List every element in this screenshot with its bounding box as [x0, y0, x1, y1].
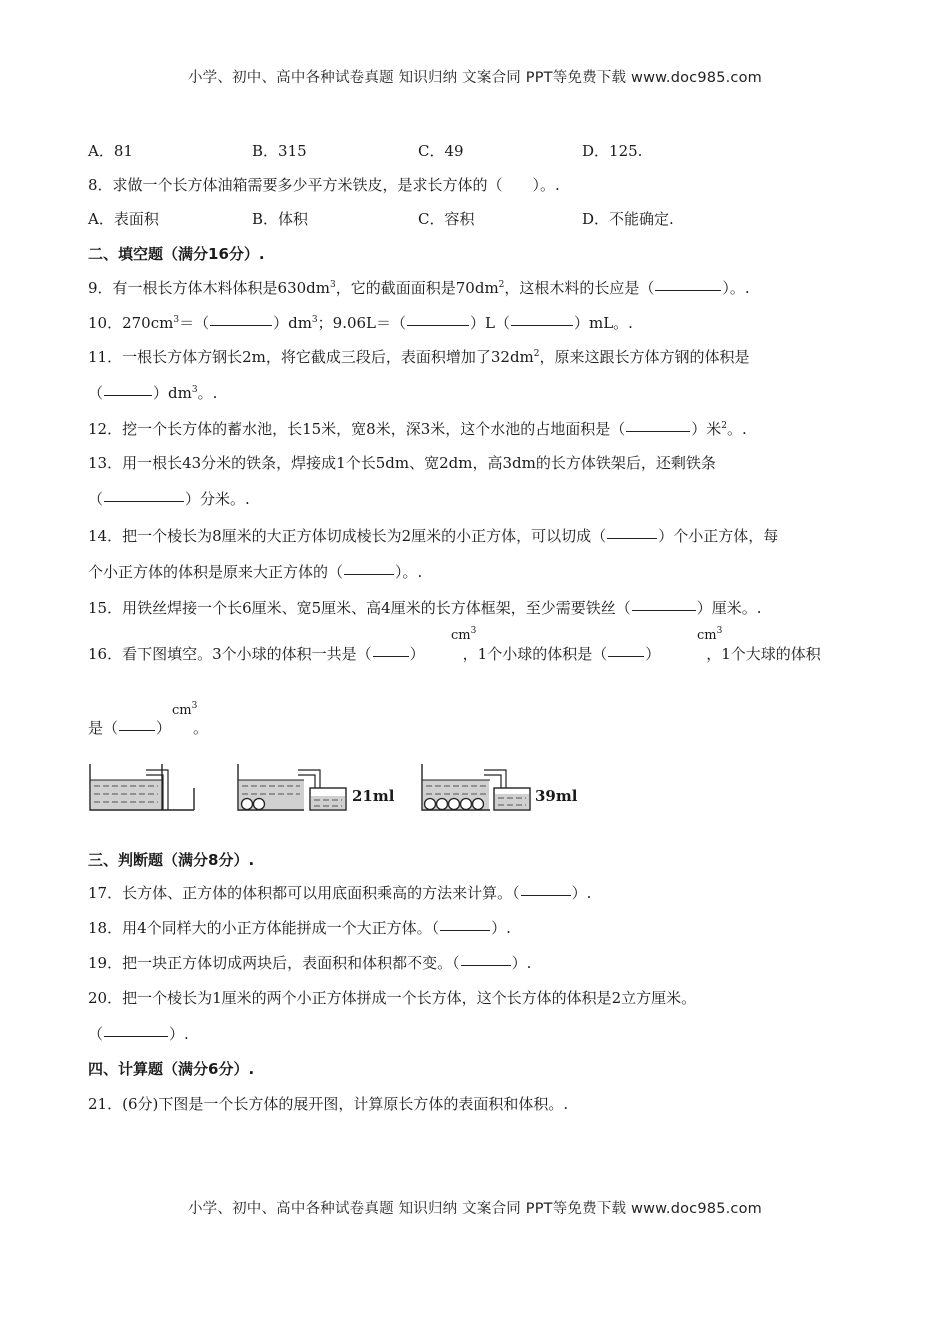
q16-question-cont: 是（ ） 。: [88, 719, 209, 737]
q10-blank-2[interactable]: [407, 315, 469, 326]
q17-question: 17．长方体、正方体的体积都可以用底面积乘高的方法来计算。（ ）.: [88, 884, 592, 902]
small-ball: [473, 799, 484, 810]
figure-label-21ml: 21ml: [352, 787, 395, 805]
q13-answer-blank[interactable]: [104, 491, 184, 502]
q14-blank-2[interactable]: [344, 564, 394, 575]
q16-water-figure: [86, 758, 586, 814]
section-calc-title: 四、计算题（满分6分）.: [88, 1060, 255, 1078]
q18-answer-blank[interactable]: [440, 920, 490, 931]
overflow-2: [495, 794, 529, 809]
q18-question: 18．用4个同样大的小正方体能拼成一个大正方体。（ ）.: [88, 919, 511, 937]
q20-question: 20．把一个棱长为1厘米的两个小正方体拼成一个长方体，这个长方体的体积是2立方厘米。: [88, 989, 697, 1007]
q19-answer-blank[interactable]: [461, 955, 511, 966]
q8-option-d: D．不能确定.: [582, 210, 674, 228]
q15-answer-blank[interactable]: [632, 600, 696, 611]
q16-question: 16．看下图填空。3个小球的体积一共是（ ） ，1个小球的体积是（ ） ，1个大球的体积: [88, 645, 821, 663]
q14-blank-1[interactable]: [607, 528, 657, 539]
q14-question-cont: 个小正方体的体积是原来大正方体的（ ）。.: [88, 563, 423, 581]
q19-question: 19．把一块正方体切成两块后，表面积和体积都不变。（ ）.: [88, 954, 532, 972]
q7-option-d: D．125.: [582, 142, 643, 160]
q9-answer-blank[interactable]: [655, 280, 721, 291]
q16-unit-2: $cm^3$: [697, 626, 723, 643]
q16-blank-3[interactable]: [119, 720, 155, 731]
q8-option-a: A．表面积: [88, 210, 159, 228]
q16-unit-3: $cm^3$: [172, 701, 198, 718]
q13-question-cont: （ ）分米。.: [88, 490, 250, 508]
q16-blank-1[interactable]: [373, 646, 409, 657]
q14-question: 14．把一个棱长为8厘米的大正方体切成棱长为2厘米的小正方体，可以切成（ ）个小正方体，每: [88, 527, 779, 545]
q7-option-c: C．49: [418, 142, 464, 160]
small-ball: [461, 799, 472, 810]
page-header: 小学、初中、高中各种试卷真题 知识归纳 文案合同 PPT等免费下载 www.doc985.com: [187, 70, 763, 86]
q16-unit-1: $cm^3$: [451, 626, 477, 643]
small-ball: [437, 799, 448, 810]
large-ball: [242, 799, 253, 810]
figure-label-39ml: 39ml: [535, 787, 578, 805]
q16-blank-2[interactable]: [608, 646, 644, 657]
q8-option-b: B．体积: [252, 210, 309, 228]
q11-question-cont: （ ）$dm^3$。.: [88, 384, 218, 402]
overflow-1: [311, 796, 345, 809]
section-fill-in-title: 二、填空题（满分16分）.: [88, 245, 265, 263]
q12-answer-blank[interactable]: [626, 421, 690, 432]
q7-option-b: B．315: [252, 142, 307, 160]
small-ball: [449, 799, 460, 810]
q7-option-a: A．81: [88, 142, 133, 160]
q13-question: 13．用一根长43分米的铁条，焊接成1个长5dm、宽2dm，高3dm的长方体铁架后，还剩铁条: [88, 454, 716, 472]
q11-question: 11．一根长方体方钢长2m，将它截成三段后，表面积增加了$32dm^2$，原来这跟长方体方钢的体积是: [88, 348, 750, 366]
q8-option-c: C．容积: [418, 210, 475, 228]
q10-question: 10．$270cm^3=$（ ）$dm^3$；9.06L＝（ ）L（ ）mL。.: [88, 314, 633, 332]
q10-blank-1[interactable]: [210, 315, 272, 326]
q8-question: 8．求做一个长方体油箱需要多少平方米铁皮，是求长方体的（ ）。.: [88, 176, 560, 194]
q12-question: 12．挖一个长方体的蓄水池，长15米，宽8米，深3米，这个水池的占地面积是（ ）米$^2$。.: [88, 420, 747, 438]
q11-answer-blank[interactable]: [104, 385, 152, 396]
q9-question: 9．有一根长方体木料体积是$630dm^3$，它的截面面积是$70dm^2$，这根木料的长应是（ ）。.: [88, 279, 750, 297]
q20-question-cont: （ ）.: [88, 1025, 189, 1043]
q21-question: 21．(6分)下图是一个长方体的展开图，计算原长方体的表面积和体积。.: [88, 1095, 569, 1113]
q15-question: 15．用铁丝焊接一个长6厘米、宽5厘米、高4厘米的长方体框架，至少需要铁丝（ ）厘米。.: [88, 599, 762, 617]
section-judge-title: 三、判断题（满分8分）.: [88, 851, 255, 869]
q17-answer-blank[interactable]: [521, 885, 571, 896]
q20-answer-blank[interactable]: [104, 1026, 168, 1037]
q10-blank-3[interactable]: [511, 315, 573, 326]
small-ball: [425, 799, 436, 810]
large-ball: [254, 799, 265, 810]
page-footer: 小学、初中、高中各种试卷真题 知识归纳 文案合同 PPT等免费下载 www.doc985.com: [187, 1201, 763, 1217]
